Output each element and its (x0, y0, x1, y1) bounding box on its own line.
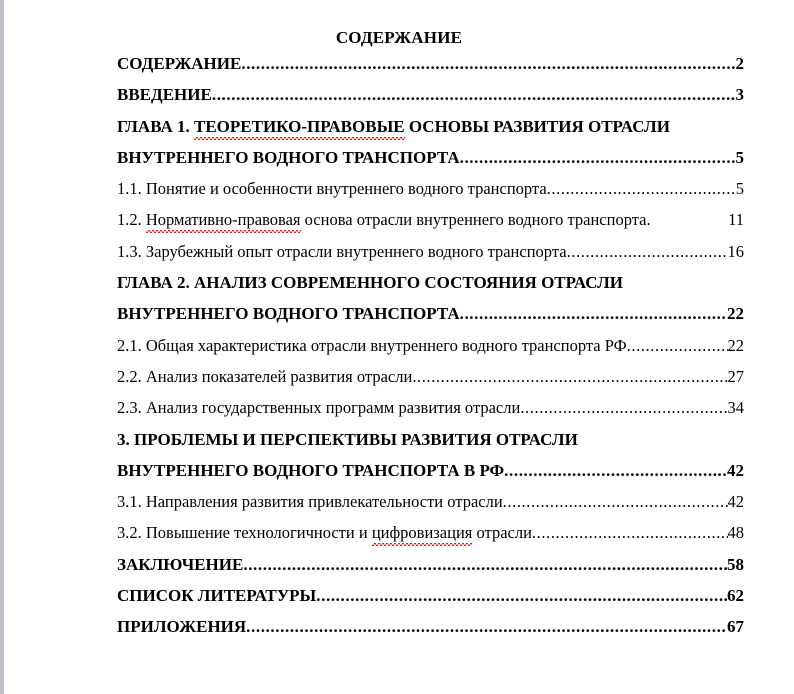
document-page (4, 0, 794, 694)
toc-page-number: 42 (727, 460, 744, 480)
toc-page-number: 42 (727, 492, 744, 512)
toc-entry-label: СПИСОК ЛИТЕРАТУРЫ (117, 586, 317, 606)
toc-leader-dots (627, 336, 728, 356)
toc-entry[interactable] (117, 336, 744, 367)
toc-leader-dots (532, 523, 728, 543)
toc-entry[interactable] (117, 367, 744, 398)
toc-page-number: 67 (727, 617, 744, 637)
toc-page-number: 16 (727, 241, 744, 261)
toc-page-number: 58 (727, 554, 744, 574)
toc-entry-label: 2.3. Анализ государственных программ развития отрасли (117, 398, 521, 418)
toc-entry[interactable] (117, 242, 744, 273)
toc-leader-dots (504, 461, 727, 481)
toc-entry-label: 1.1. Понятие и особенности внутреннего водного транспорта (117, 179, 547, 199)
toc-entry-label: 3.1. Направления развития привлекательности отрасли (117, 492, 503, 512)
toc-leader-dots (567, 242, 728, 262)
toc-entry-label: 1.2. Нормативно-правовая основа отрасли внутреннего водного транспорта. (117, 210, 651, 230)
toc-entry[interactable] (117, 617, 744, 648)
toc-entry-label: 1.3. Зарубежный опыт отрасли внутреннего водного транспорта (117, 241, 567, 261)
toc-page-number: 11 (728, 210, 744, 230)
toc-entry-label: ПРИЛОЖЕНИЯ (117, 617, 247, 637)
toc-leader-dots (520, 398, 727, 418)
toc-page-number: 22 (727, 304, 744, 324)
toc-leader-dots (212, 85, 736, 105)
table-of-contents (117, 54, 744, 649)
toc-entry-label: 2.2. Анализ показателей развития отрасли (117, 366, 413, 386)
toc-page-number: 48 (727, 523, 744, 543)
toc-entry[interactable] (117, 430, 744, 461)
page-title: СОДЕРЖАНИЕ (335, 28, 463, 47)
toc-page-number: 62 (727, 586, 744, 606)
toc-entry[interactable] (117, 210, 744, 241)
toc-page-number: 3 (735, 85, 744, 105)
toc-entry-label: ВНУТРЕННЕГО ВОДНОГО ТРАНСПОРТА В РФ (117, 460, 505, 480)
toc-page-number: 34 (727, 398, 744, 418)
toc-entry-label: ВВЕДЕНИЕ (117, 85, 212, 105)
toc-leader-dots (412, 367, 727, 387)
toc-leader-dots (503, 492, 728, 512)
toc-entry-label: ГЛАВА 1. ТЕОРЕТИКО-ПРАВОВЫЕ ОСНОВЫ РАЗВИТИЯ ОТРАСЛИ (117, 116, 670, 136)
toc-page-number: 5 (735, 147, 744, 167)
toc-entry[interactable] (117, 492, 744, 523)
spellcheck-underline-icon: Нормативно-правовая (145, 210, 301, 230)
spellcheck-underline-icon: ТЕОРЕТИКО-ПРАВОВЫЕ (194, 116, 405, 136)
toc-page-number: 5 (735, 179, 744, 199)
toc-leader-dots (243, 555, 727, 575)
toc-entry[interactable] (117, 85, 744, 116)
toc-leader-dots (246, 617, 727, 637)
toc-entry[interactable] (117, 555, 744, 586)
toc-entry[interactable] (117, 273, 744, 304)
toc-entry-label: 3.2. Повышение технологичности и цифровизация отрасли (117, 523, 532, 543)
toc-page-number: 22 (727, 335, 744, 355)
toc-entry-label: СОДЕРЖАНИЕ (117, 54, 242, 73)
toc-entry[interactable] (117, 117, 744, 148)
toc-leader-dots (241, 54, 735, 74)
toc-entry-label: 3. ПРОБЛЕМЫ И ПЕРСПЕКТИВЫ РАЗВИТИЯ ОТРАСЛИ (117, 429, 578, 449)
toc-entry-label: 2.1. Общая характеристика отрасли внутреннего водного транспорта РФ (117, 335, 627, 355)
toc-entry-label: ВНУТРЕННЕГО ВОДНОГО ТРАНСПОРТА (117, 304, 460, 324)
toc-entry-label: ВНУТРЕННЕГО ВОДНОГО ТРАНСПОРТА (117, 147, 460, 167)
toc-leader-dots (460, 148, 736, 168)
toc-entry[interactable] (117, 461, 744, 492)
toc-entry-label: ЗАКЛЮЧЕНИЕ (117, 554, 244, 574)
toc-entry[interactable] (117, 523, 744, 554)
toc-entry[interactable] (117, 54, 744, 85)
toc-page-number: 2 (735, 54, 744, 73)
toc-entry[interactable] (117, 179, 744, 210)
toc-leader-dots (547, 179, 736, 199)
toc-entry[interactable] (117, 148, 744, 179)
toc-leader-dots (316, 586, 727, 606)
toc-entry[interactable] (117, 586, 744, 617)
toc-page-number: 27 (727, 366, 744, 386)
spellcheck-underline-icon: цифровизация (371, 523, 473, 543)
toc-leader-dots (460, 304, 727, 324)
toc-entry-label: ГЛАВА 2. АНАЛИЗ СОВРЕМЕННОГО СОСТОЯНИЯ ОТРАСЛИ (117, 273, 624, 293)
toc-entry[interactable] (117, 398, 744, 429)
toc-entry[interactable] (117, 304, 744, 335)
